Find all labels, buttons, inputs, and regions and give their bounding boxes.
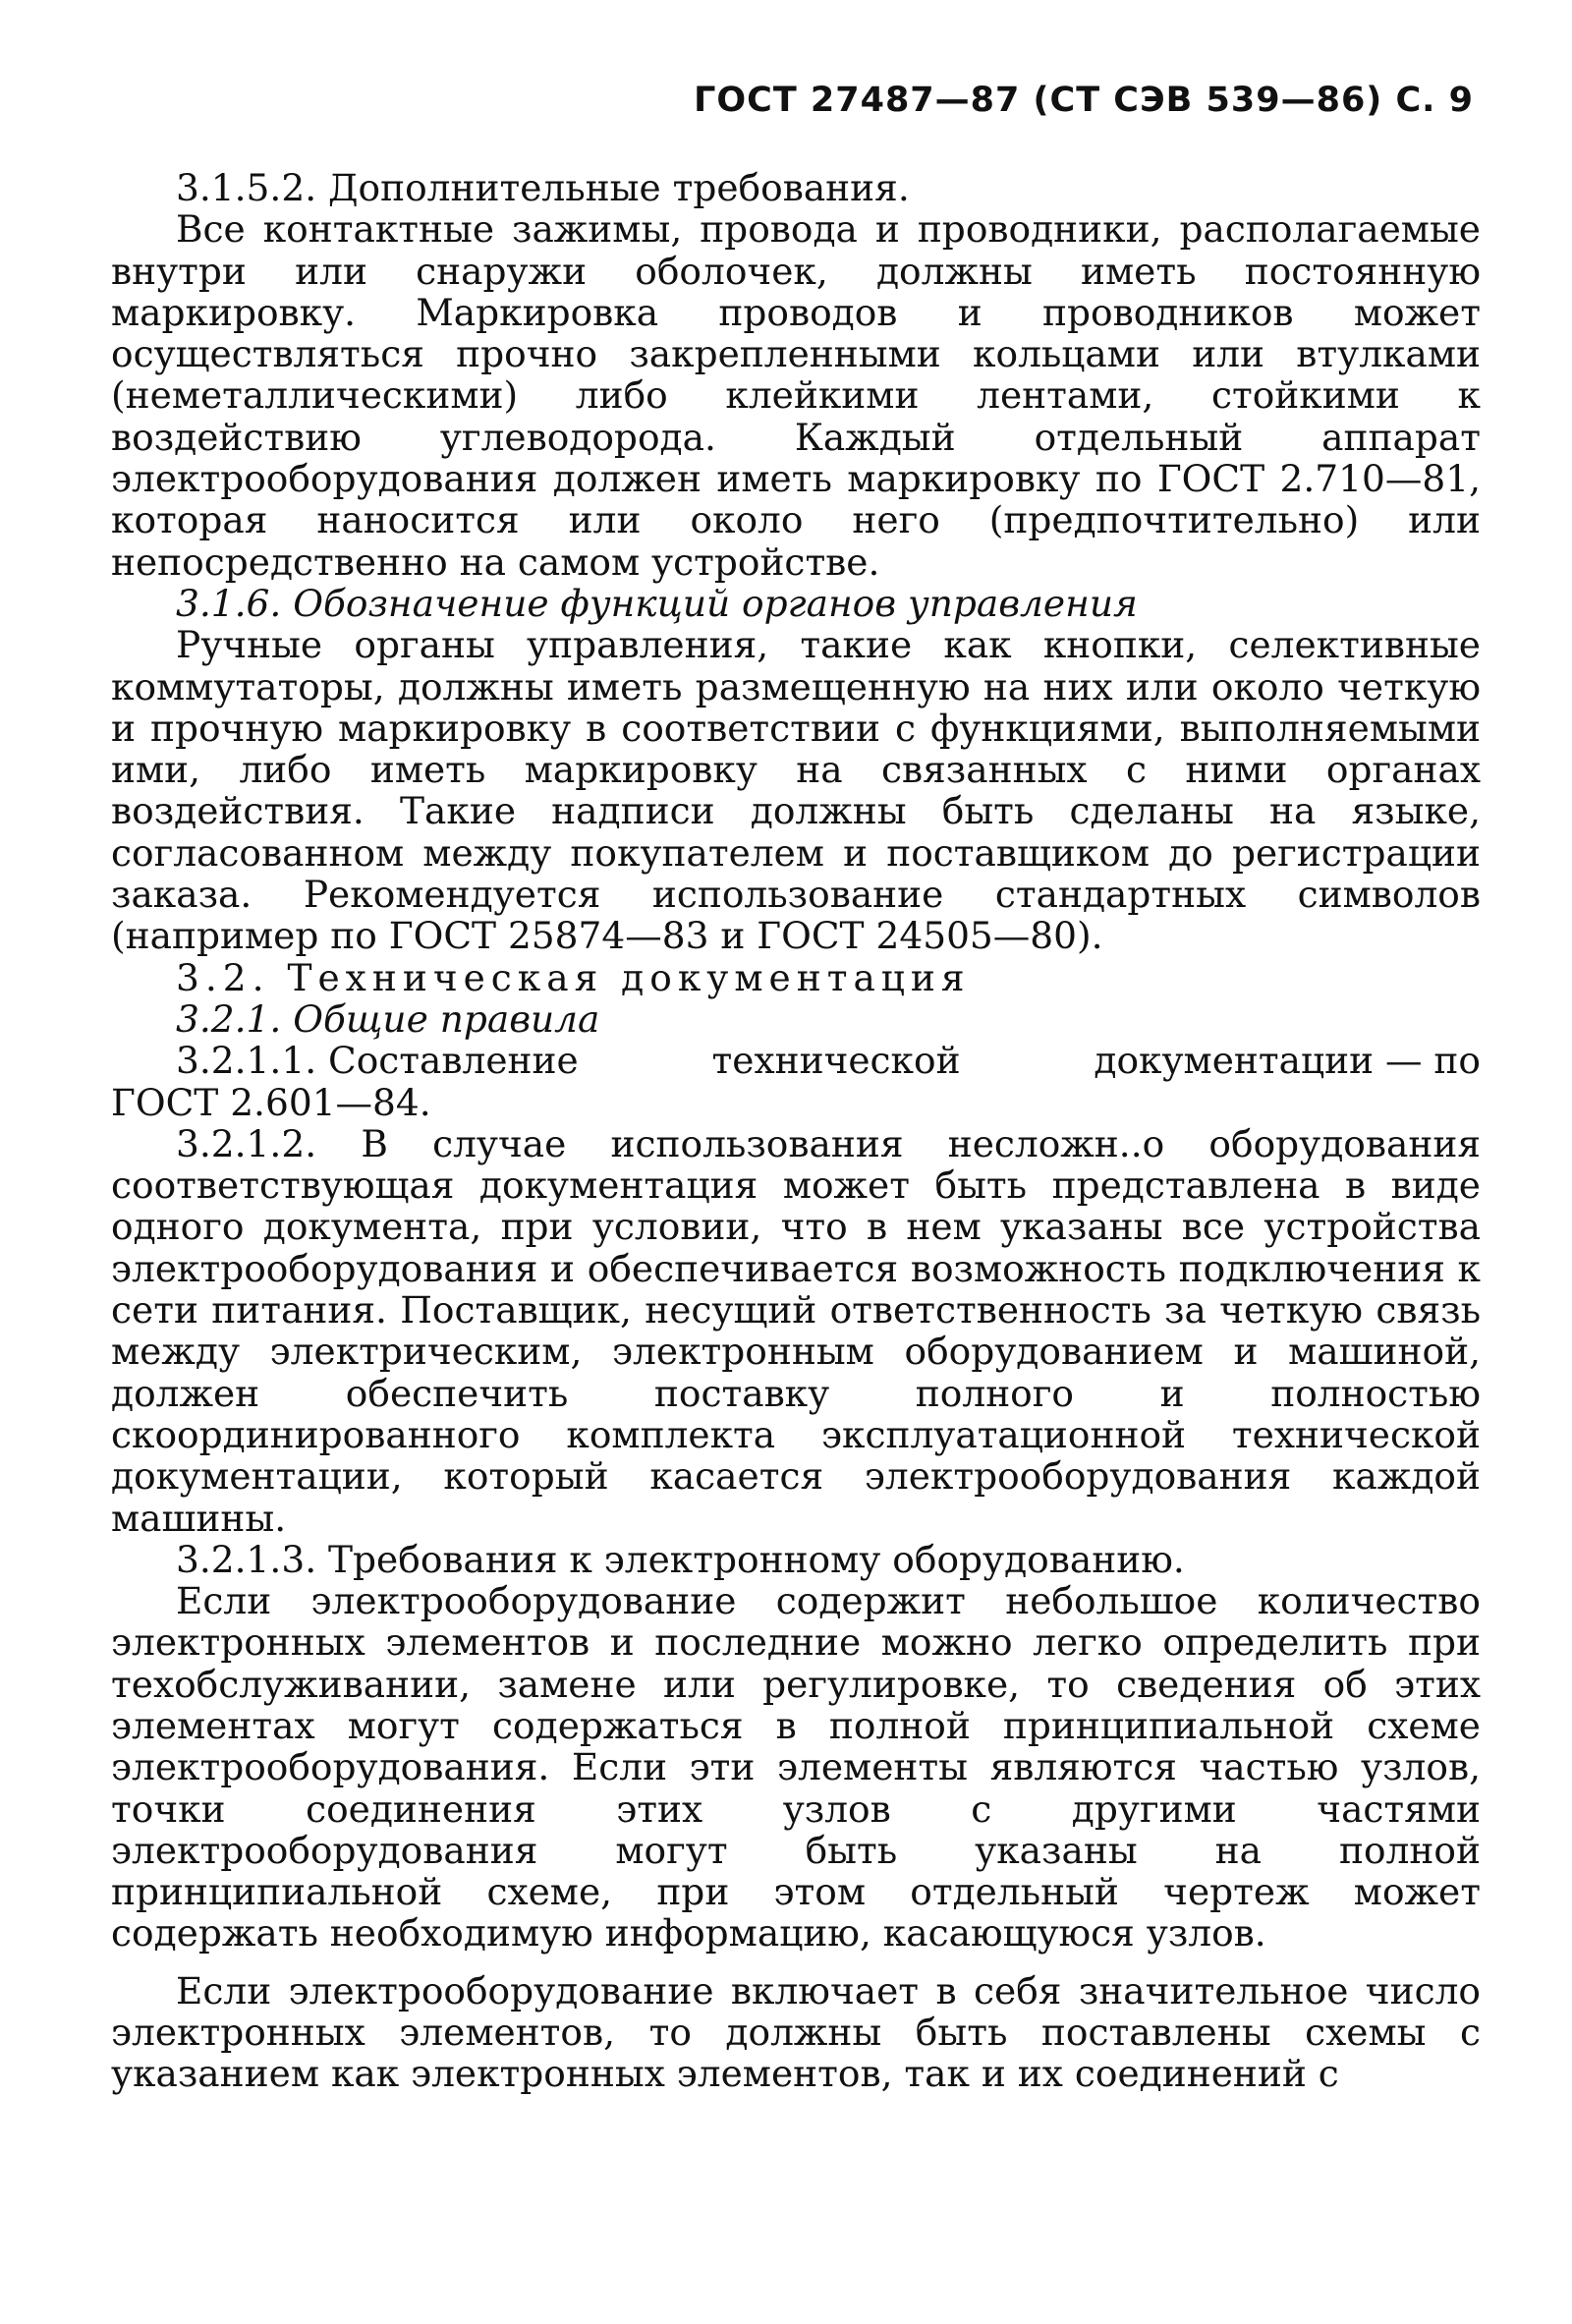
clause-3-1-6-text: Ручные органы управления, такие как кнопки, селективные коммутаторы, должны иметь размещенную на них или около четкую и прочную маркировку в соответствии с функциями, выполняемыми ими, либо иметь маркировку на связанных с ними органах воздействия. Такие надписи должны быть сделаны на языке, согласованном между покупателем и поставщиком до регистрации заказа. Рекомендуется использование стандартных символов (например по ГОСТ 25874—83 и ГОСТ 24505—80). (111, 623, 1481, 958)
clause-3-2-1-3-text-1: Если электрооборудование содержит небольшое количество электронных элементов и последние можно легко определить при техобслуживании, замене или регулировке, то сведения об этих элементах могут содержаться в полной принципиальной схеме электрооборудования. Если эти элементы являются частью узлов, точки соединения этих узлов с другими частями электрооборудования могут быть указаны на полной принципиальной схеме, при этом отдельный чертеж может содержать необходимую информацию, касающуюся узлов. (111, 1579, 1481, 1956)
clause-3-2-1-1-line (111, 1040, 1481, 1081)
clause-3-2-1-2-text: 3.2.1.2. В случае использования несложн..о оборудования соответствующая документация может быть представлена в виде одного документа, при условии, что в нем указаны все устройства электрооборудования и обеспечивается возможность подключения к сети питания. Поставщик, несущий ответственность за четкую связь между электрическим, электронным оборудованием и машиной, должен обеспечить поставку полного и полностью скоординированного комплекта эксплуатационной технической документации, который касается электрооборудования каждой машины. (111, 1121, 1481, 1540)
clause-3-2-1-1-part1: 3.2.1.1. Составление (176, 1039, 579, 1083)
clause-3-1-6-heading (111, 583, 1481, 624)
clause-3-2-heading: 3.2. Техническая документация (176, 955, 971, 999)
clause-3-2-1-1-part3: документации — по (1094, 1039, 1481, 1083)
clause-3-1-5-2-heading: 3.1.5.2. Дополнительные требования. (176, 166, 910, 209)
clause-3-1-6-heading-text: 3.1.6. Обозначение функций органов управления (176, 581, 1138, 625)
clause-3-2-1-3-text-2: Если электрооборудование включает в себя значительное число электронных элементов, то должны быть поставлены схемы с указанием как электронных элементов, так и их соединений с (111, 1968, 1481, 2096)
running-header: ГОСТ 27487—87 (СТ СЭВ 539—86) С. 9 (694, 81, 1474, 120)
clause-3-2-1-3-heading: 3.2.1.3. Требования к электронному оборудованию. (176, 1537, 1185, 1581)
clause-3-2-1-1-part2: технической (711, 1039, 961, 1083)
clause-3-2-1-heading: 3.2.1. Общие правила (176, 996, 600, 1041)
clause-3-2-1-1-continuation: ГОСТ 2.601—84. (111, 1080, 431, 1124)
clause-3-1-5-2-text: Все контактные зажимы, провода и проводники, располагаемые внутри или снаружи оболочек, должны иметь постоянную маркировку. Маркировка проводов и проводников может осуществляться прочно закрепленными кольцами или втулками (неметаллическими) либо клейкими лентами, стойкими к воздействию углеводорода. Каждый отдельный аппарат электрооборудования должен иметь маркировку по ГОСТ 2.710—81, которая наносится или около него (предпочтительно) или непосредственно на самом устройстве. (111, 207, 1481, 584)
page-body (111, 167, 1481, 2095)
